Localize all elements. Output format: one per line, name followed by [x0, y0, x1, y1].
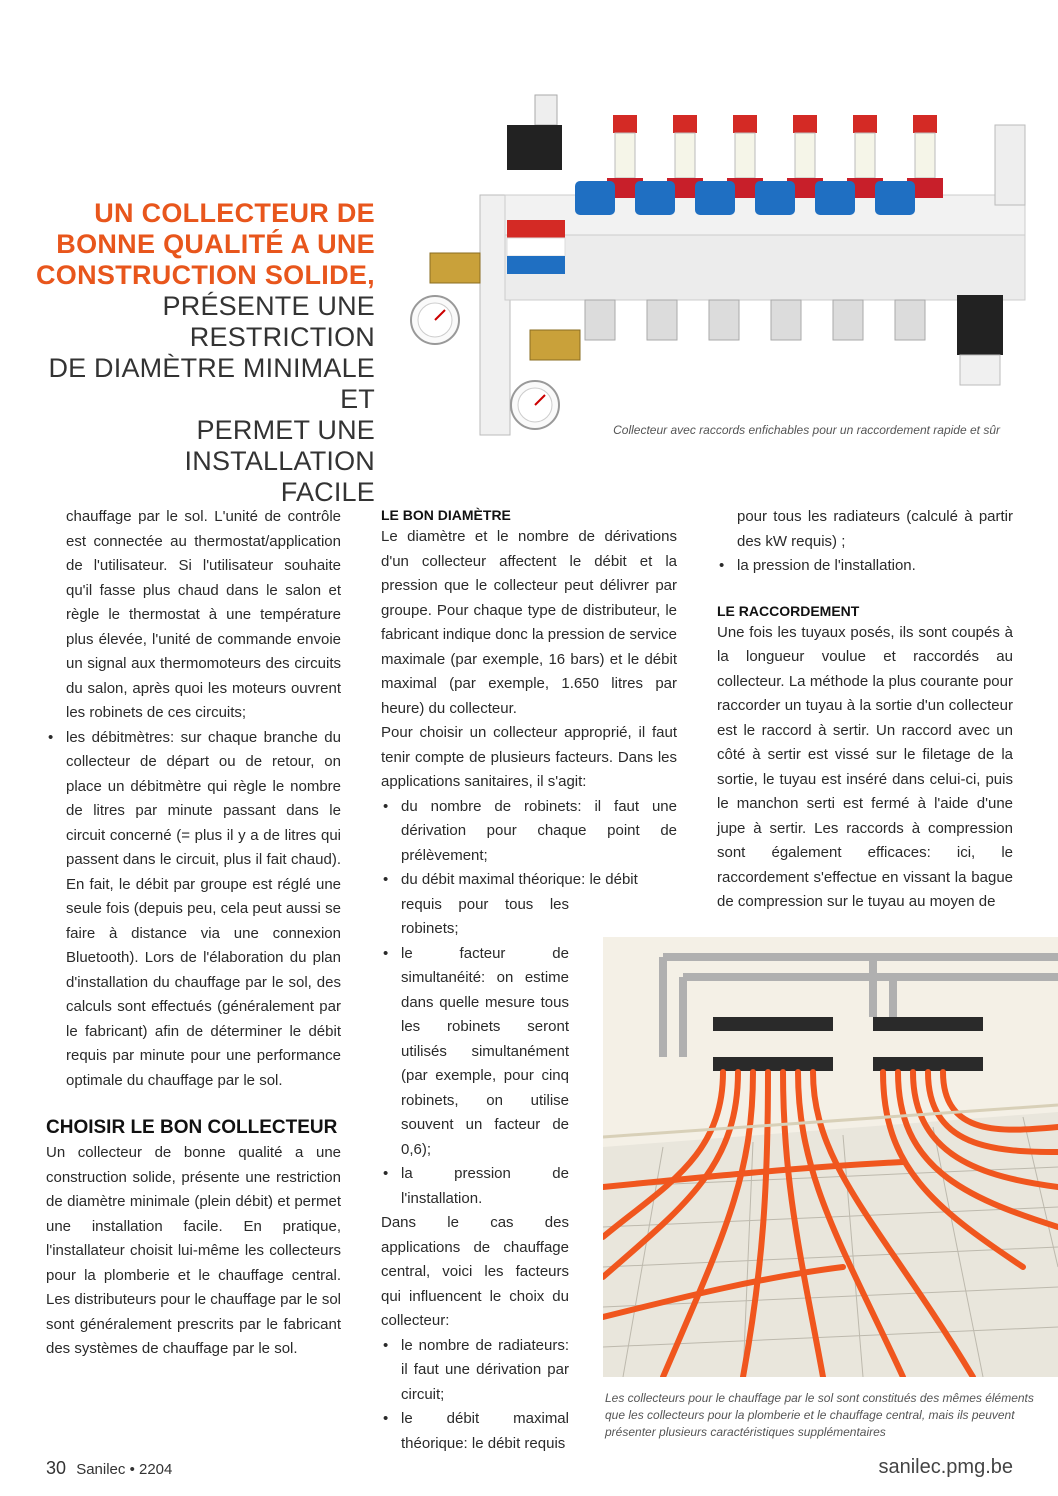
bullet-list — [381, 795, 677, 893]
list-item: • le débit maximal théorique: le débit requis — [381, 1407, 569, 1456]
paragraph: Pour choisir un collecteur approprié, il faut tenir compte de plusieurs facteurs. Dans les applications sanitaires, il s'agit: — [381, 724, 677, 790]
pull-quote-grey-line: DE DIAMÈTRE MINIMALE ET — [48, 353, 375, 414]
column-1 — [46, 505, 341, 1362]
photo-caption-top: Collecteur avec raccords enfichables pour un raccordement rapide et sûr — [613, 423, 1000, 437]
list-item: • du nombre de robinets: il faut une dérivation pour chaque point de prélèvement; — [381, 795, 677, 869]
column-3 — [717, 505, 1013, 915]
bullet-list — [381, 942, 569, 1212]
paragraph: chauffage par le sol. L'unité de contrôle est connectée au thermostat/application de l'utilisateur. Si l'utilisateur souhaite qu'il fasse plus chaud dans le salon et règle le thermostat à une température plus élevée, l'unité de commande envoie un signal aux thermomoteurs des circuits du salon, après quoi les moteurs ouvrent les robinets de ces circuits; — [66, 508, 341, 721]
pull-quote-grey-line: PRÉSENTE UNE RESTRICTION — [162, 291, 375, 352]
paragraph: Une fois les tuyaux posés, ils sont coupés à la longueur voulue et raccordés au collecteur. La méthode la plus courante pour raccorder un tuyau à la sortie d'un collecteur est le raccord à sertir. Un raccord avec un côté à sertir est vissé sur le filetage de la sortie, le tuyau est inséré dans celui-ci, puis le manchon serti est fermé à l'aide d'une jupe à sertir. Les raccords à compression sont également efficaces: ici, le raccordement s'effectue en vissant la bague de compression sur le tuyau au moyen de — [717, 623, 1013, 910]
paragraph: Le diamètre et le nombre de dérivations d'un collecteur affectent le débit et la pression que le collecteur peut délivrer par groupe. Pour chaque type de distributeur, le fabricant indique donc la pression de service maximale (par exemple, 16 bars) et le débit maximal (par exemple, 1.650 litres par heure) du collecteur. — [381, 528, 678, 717]
list-item: • la pression de l'installation. — [381, 1162, 569, 1211]
bullet-list — [717, 554, 1013, 579]
pull-quote-grey-line: FACILE — [280, 477, 375, 507]
list-item: • du débit maximal théorique: le débit — [381, 868, 677, 893]
list-item-continuation: pour tous les radiateurs (calculé à partir des kW requis) ; — [737, 508, 1013, 550]
pull-quote-orange-line: CONSTRUCTION SOLIDE, — [35, 260, 375, 290]
pull-quote-orange-line: UN COLLECTEUR DE — [94, 198, 375, 228]
narrow-column-block — [381, 893, 569, 1457]
section-heading: LE BON DIAMÈTRE — [381, 507, 511, 523]
list-item-continuation: requis pour tous les robinets; — [401, 895, 569, 937]
paragraph: Dans le cas des applications de chauffage central, voici les facteurs qui influencent le choix du collecteur: — [381, 1214, 569, 1329]
footer-left — [46, 1458, 172, 1479]
bullet-list — [381, 1334, 569, 1457]
section-heading: LE RACCORDEMENT — [717, 602, 860, 619]
paragraph: Un collecteur de bonne qualité a une construction solide, présente une restriction de diamètre minimale (plein débit) et permet une installation facile. En pratique, l'installateur choisit lui-même les collecteurs pour la plomberie et le chauffage central. Les distributeurs pour le chauffage par le sol sont généralement prescrits par le fabricant des systèmes de chauffage par le sol. — [46, 1144, 341, 1357]
pull-quote — [20, 198, 375, 508]
bullet-list — [46, 726, 341, 1094]
pull-quote-grey-line: PERMET UNE INSTALLATION — [184, 415, 375, 476]
pull-quote-orange-line: BONNE QUALITÉ A UNE — [56, 229, 375, 259]
list-item: • la pression de l'installation. — [717, 554, 1013, 579]
page-number: 30 — [46, 1458, 67, 1478]
underfloor-heating-photo — [603, 937, 1058, 1377]
footer-url[interactable]: sanilec.pmg.be — [878, 1456, 1013, 1478]
magazine-issue: Sanilec • 2204 — [76, 1461, 173, 1478]
list-item: • les débitmètres: sur chaque branche du collecteur de départ ou de retour, on place un débitmètre qui règle le nombre de litres par minute passant dans le circuit concerné (= plus il y a de litres qui passent dans le circuit, plus il fait chaud). En fait, le débit par groupe est réglé une seule fois (depuis peu, cela peut aussi se faire à distance via une connexion Bluetooth). Lors de l'élaboration du plan d'installation du chauffage par le sol, des calculs sont effectués (généralement par le fabricant) afin de déterminer le débit requis par minute pour une performance optimale du chauffage par le sol. — [46, 726, 341, 1094]
list-item: • le facteur de simultanéité: on estime dans quelle mesure tous les robinets seront utilisés simultanément (par exemple, pour cinq robinets, on utilise souvent un facteur de 0,6); — [381, 942, 569, 1163]
photo-caption-bottom: Les collecteurs pour le chauffage par le sol sont constitués des mêmes éléments que les collecteurs pour la plomberie et le chauffage central, mais ils peuvent présenter plusieurs caractéristiques supplémentaires — [605, 1391, 1034, 1439]
section-heading: CHOISIR LE BON COLLECTEUR — [46, 1117, 338, 1138]
list-item: • le nombre de radiateurs: il faut une dérivation par circuit; — [381, 1334, 569, 1408]
manifold-photo — [385, 85, 1058, 445]
